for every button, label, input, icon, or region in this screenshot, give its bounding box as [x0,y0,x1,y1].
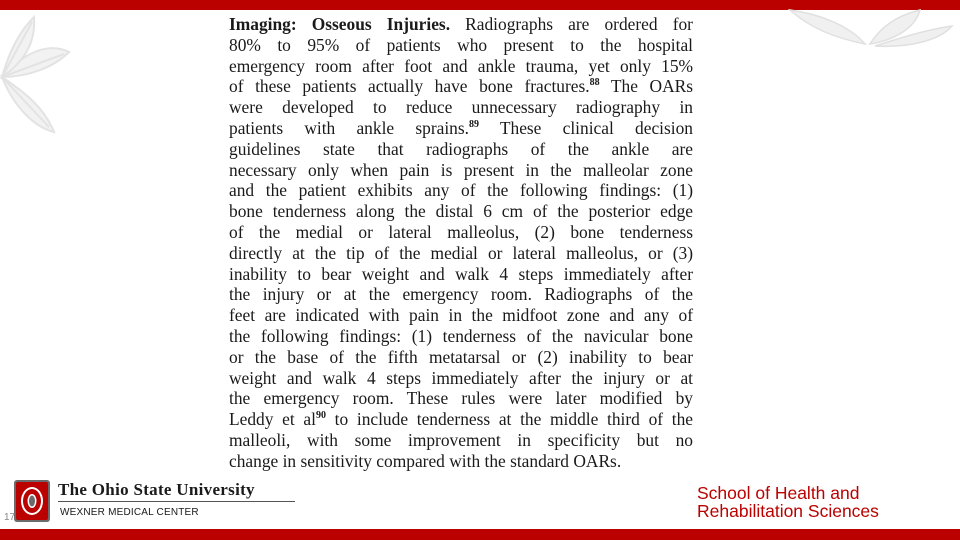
buckeye-leaf-left-icon [0,12,74,142]
text-line: 80% to 95% of patients who present to the hospital [229,34,693,55]
university-wordmark: The Ohio State University [58,480,255,499]
text-line: the following findings: (1) tenderness of the navicular bone [229,325,693,346]
bottom-brand-bar [0,529,960,540]
text-line: were developed to reduce unnecessary radiography in [229,97,693,118]
text-line: change in sensitivity compared with the standard OARs. [229,450,622,471]
text-line: the emergency room. These rules were later modified by [229,388,693,409]
text-line: weight and walk 4 steps immediately after the injury or at [229,367,693,388]
reference-88: 88 [589,77,600,89]
school-name [697,484,879,520]
text-line: malleoli, with some improvement in specificity but no [229,429,693,450]
text-line: and the patient exhibits any of the following findings: (1) [229,180,693,201]
text-line: bone tenderness along the distal 6 cm of the posterior edge [229,201,693,222]
text-line: guidelines state that radiographs of the ankle are [229,138,693,159]
medical-center-label: WEXNER MEDICAL CENTER [60,507,199,518]
buckeye-leaf-right-icon [780,8,955,50]
text-line: of the medial or lateral malleolus, (2) bone tenderness [229,221,693,242]
text-line: Leddy et $al^{90}$ to include tenderness at the middle third of the [229,409,693,430]
text-line: necessary only when pain is present in the malleolar zone [229,159,693,180]
text-line: or the base of the fifth metatarsal or (2) inability to bear [229,346,693,367]
text-line: Imaging: Osseous Injuries. Radiographs are ordered for [229,14,693,34]
text-line: directly at the tip of the medial or lateral malleolus, or (3) [229,242,693,263]
text-line: patients with ankle sprains.$^{89}$ These clinical decision [229,117,693,138]
article-excerpt [229,14,693,474]
reference-89: 89 [468,118,479,130]
slide-number: 17 [4,512,16,523]
text-line: of these patients actually have bone fractures.$^{88}$ The OARs [229,76,694,97]
text-line: the injury or at the emergency room. Radiographs of the [229,284,693,305]
section-heading: Imaging: Osseous Injuries. [229,14,451,34]
text-line: emergency room after foot and ankle trauma, yet only 15% [229,55,693,76]
reference-90: 90 [315,410,326,422]
school-name-line-1: School of Health and [697,483,860,503]
wordmark-divider [58,501,295,502]
text-line: feet are indicated with pain in the midfoot zone and any of [229,305,693,326]
osu-block-o-logo-icon [14,480,50,522]
school-name-line-2: Rehabilitation Sciences [697,501,879,521]
text-line: inability to bear weight and walk 4 steps immediately after [229,263,693,284]
